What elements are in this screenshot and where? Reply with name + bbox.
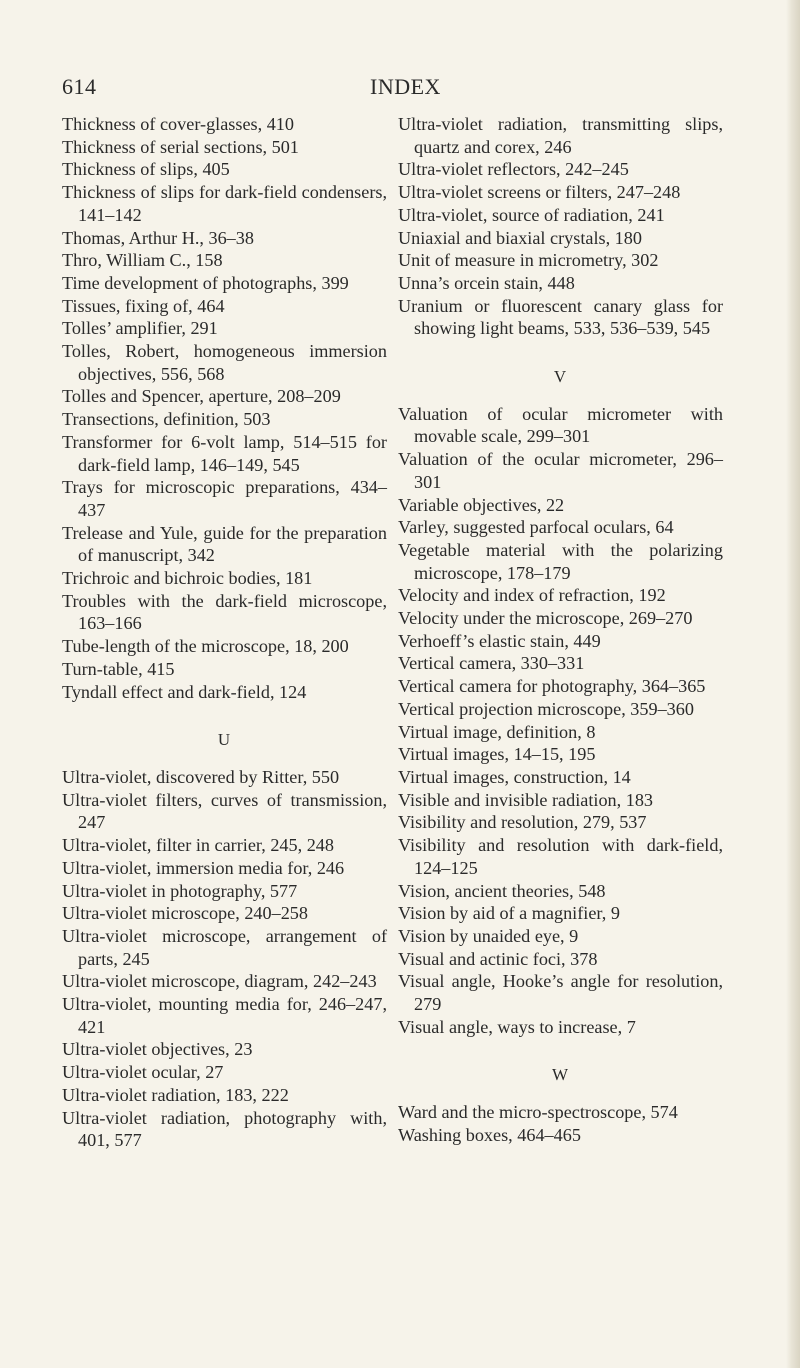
index-entry: Vision by aid of a magnifier, 9 bbox=[398, 903, 620, 924]
page-number: 614 bbox=[62, 74, 97, 99]
index-entry: Ultra-violet screens or filters, 247–248 bbox=[398, 182, 681, 203]
section-t-entries bbox=[62, 113, 387, 703]
index-entry: Ward and the micro-spectroscope, 574 bbox=[398, 1102, 678, 1123]
index-entry: Ultra-violet, mounting media for, 246–247, 421 bbox=[62, 994, 387, 1037]
index-entry: Tolles, Robert, homogeneous immersion objectives, 556, 568 bbox=[62, 341, 387, 384]
index-entry: Turn-table, 415 bbox=[62, 658, 175, 679]
index-entry: Visual and actinic foci, 378 bbox=[398, 948, 598, 969]
section-heading-w: W bbox=[551, 1065, 570, 1085]
section-u-entries bbox=[62, 766, 387, 1152]
index-entry: Ultra-violet, source of radiation, 241 bbox=[398, 204, 665, 225]
index-entry: Trays for microscopic preparations, 434–437 bbox=[62, 477, 387, 520]
index-entry: Ultra-violet filters, curves of transmission, 247 bbox=[62, 789, 387, 833]
index-entry: Ultra-violet radiation, photography with, 401, 577 bbox=[62, 1107, 387, 1151]
index-entry: Ultra-violet radiation, 183, 222 bbox=[62, 1084, 289, 1105]
index-entry: Thro, William C., 158 bbox=[62, 250, 223, 271]
index-entry: Thickness of slips, 405 bbox=[62, 159, 230, 180]
index-entry: Variable objectives, 22 bbox=[398, 494, 565, 515]
right-column bbox=[398, 113, 723, 1147]
index-entry: Vertical projection microscope, 359–360 bbox=[398, 698, 694, 719]
index-entry: Ultra-violet ocular, 27 bbox=[62, 1062, 224, 1083]
index-entry: Visual angle, Hooke’s angle for resolution, 279 bbox=[398, 971, 723, 1015]
index-entry: Ultra-violet radiation, transmitting slips, quartz and corex, 246 bbox=[398, 114, 723, 157]
index-entry: Vegetable material with the polarizing microscope, 178–179 bbox=[398, 539, 723, 583]
index-entry: Tolles’ amplifier, 291 bbox=[62, 318, 218, 339]
index-entry: Verhoeff’s elastic stain, 449 bbox=[398, 630, 601, 651]
index-entry: Tube-length of the microscope, 18, 200 bbox=[62, 636, 349, 657]
index-entry: Valuation of ocular micrometer with movable scale, 299–301 bbox=[398, 403, 723, 447]
index-entry: Visibility and resolution with dark-field, 124–125 bbox=[398, 835, 723, 878]
index-entry: Virtual images, 14–15, 195 bbox=[398, 744, 596, 765]
section-v-entries bbox=[398, 403, 723, 1039]
index-entry: Ultra-violet reflectors, 242–245 bbox=[398, 159, 629, 180]
index-entry: Vision, ancient theories, 548 bbox=[398, 880, 606, 901]
index-entry: Visual angle, ways to increase, 7 bbox=[398, 1016, 636, 1037]
index-entry: Trelease and Yule, guide for the preparation of manuscript, 342 bbox=[62, 522, 387, 566]
page-header bbox=[62, 74, 738, 106]
section-u-continued-entries bbox=[398, 113, 723, 340]
index-entry: Unit of measure in micrometry, 302 bbox=[398, 250, 659, 271]
index-entry: Velocity under the microscope, 269–270 bbox=[398, 608, 693, 629]
section-heading-u: U bbox=[217, 730, 232, 750]
index-entry: Unna’s orcein stain, 448 bbox=[398, 272, 575, 293]
index-entry: Valuation of the ocular micrometer, 296–301 bbox=[398, 449, 723, 492]
index-entry: Vision by unaided eye, 9 bbox=[398, 925, 579, 946]
index-entry: Vertical camera for photography, 364–365 bbox=[398, 676, 706, 697]
index-entry: Uranium or fluorescent canary glass for showing light beams, 533, 536–539, 545 bbox=[398, 295, 723, 339]
index-entry: Trichroic and bichroic bodies, 181 bbox=[62, 568, 313, 589]
index-entry: Tissues, fixing of, 464 bbox=[62, 295, 225, 316]
index-entry: Time development of photographs, 399 bbox=[62, 272, 349, 293]
index-entry: Thickness of cover-glasses, 410 bbox=[62, 114, 294, 134]
index-entry: Virtual image, definition, 8 bbox=[398, 721, 596, 742]
section-w-entries bbox=[398, 1101, 723, 1146]
index-entry: Transections, definition, 503 bbox=[62, 409, 271, 430]
left-column bbox=[62, 113, 387, 1152]
index-entry: Velocity and index of refraction, 192 bbox=[398, 585, 666, 606]
index-entry: Tolles and Spencer, aperture, 208–209 bbox=[62, 386, 341, 407]
index-entry: Troubles with the dark-field microscope, 163–166 bbox=[62, 590, 387, 634]
index-entry: Thickness of serial sections, 501 bbox=[62, 136, 299, 157]
index-entry: Thickness of slips for dark-field condensers, 141–142 bbox=[62, 182, 387, 225]
page-edge-shadow bbox=[786, 0, 800, 1368]
index-entry: Varley, suggested parfocal oculars, 64 bbox=[398, 517, 674, 538]
index-entry: Ultra-violet in photography, 577 bbox=[62, 880, 298, 901]
index-entry: Ultra-violet, discovered by Ritter, 550 bbox=[62, 766, 340, 787]
index-entry: Tyndall effect and dark-field, 124 bbox=[62, 681, 307, 702]
index-entry: Transformer for 6-volt lamp, 514–515 for dark-field lamp, 146–149, 545 bbox=[62, 431, 387, 475]
index-entry: Thomas, Arthur H., 36–38 bbox=[62, 227, 254, 248]
index-entry: Ultra-violet objectives, 23 bbox=[62, 1039, 253, 1060]
index-entry: Ultra-violet microscope, arrangement of parts, 245 bbox=[62, 925, 387, 969]
index-entry: Ultra-violet microscope, 240–258 bbox=[62, 903, 308, 924]
index-entry: Visible and invisible radiation, 183 bbox=[398, 789, 654, 810]
index-entry: Virtual images, construction, 14 bbox=[398, 766, 631, 787]
index-entry: Washing boxes, 464–465 bbox=[398, 1124, 581, 1145]
section-heading-v: V bbox=[553, 367, 568, 387]
index-entry: Visibility and resolution, 279, 537 bbox=[398, 812, 647, 833]
index-entry: Ultra-violet, filter in carrier, 245, 248 bbox=[62, 835, 334, 856]
index-entry: Vertical camera, 330–331 bbox=[398, 653, 585, 674]
running-head-title: INDEX bbox=[370, 74, 441, 99]
index-entry: Uniaxial and biaxial crystals, 180 bbox=[398, 227, 642, 248]
index-entry: Ultra-violet microscope, diagram, 242–243 bbox=[62, 971, 377, 992]
index-entry: Ultra-violet, immersion media for, 246 bbox=[62, 857, 345, 878]
